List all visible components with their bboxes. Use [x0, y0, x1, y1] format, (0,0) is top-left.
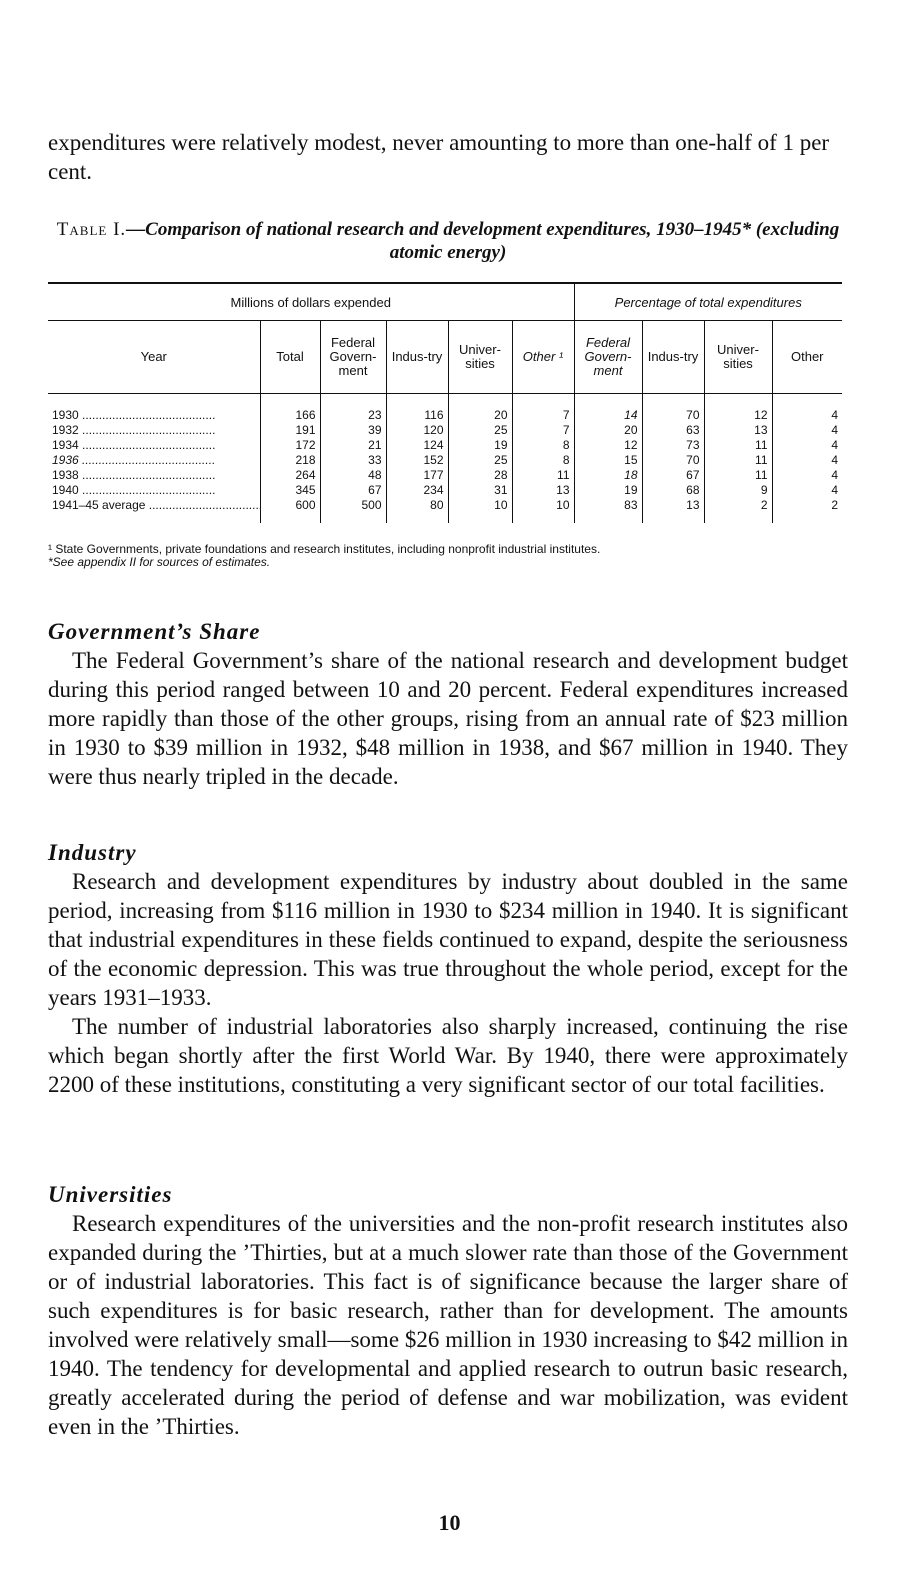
column-header: Other [772, 321, 842, 394]
table-cell: 500 [320, 498, 386, 523]
table-cell: 11 [512, 468, 574, 483]
table-row [48, 483, 842, 498]
section-heading: Industry [48, 840, 137, 865]
table-cell: 124 [386, 438, 448, 453]
table-cell: 20 [448, 394, 512, 424]
table-row [48, 423, 842, 438]
table-cell: 15 [574, 453, 642, 468]
table-cell: 8 [512, 438, 574, 453]
table-row [48, 394, 842, 424]
intro-paragraph: expenditures were relatively modest, never amounting to more than one-half of 1 per cent. [48, 130, 830, 184]
table-cell: 13 [704, 423, 772, 438]
table-cell: 14 [574, 394, 642, 424]
table-cell: 48 [320, 468, 386, 483]
table-cell-year: 1941–45 average ..... [48, 498, 260, 523]
table-cell: 70 [642, 453, 704, 468]
table-cell: 4 [772, 394, 842, 424]
table-cell: 63 [642, 423, 704, 438]
table-cell: 20 [574, 423, 642, 438]
paragraph: The Federal Government’s share of the national research and development budget during this period ranged between 10 and 20 percent. Federal expenditures increased more rapidly than those of the other groups, rising from an annual rate of $23 million in 1930 to $39 million in 1932, $48 million in 1938, and $67 million in 1940. They were thus nearly tripled in the decade. [48, 648, 848, 789]
expenditures-table [48, 282, 842, 523]
table-cell: 4 [772, 453, 842, 468]
table-cell: 152 [386, 453, 448, 468]
table-cell: 39 [320, 423, 386, 438]
table-cell: 166 [260, 394, 320, 424]
table-cell: 234 [386, 483, 448, 498]
section-universities [48, 1180, 848, 1441]
paragraph: Research expenditures of the universities and the non-profit research institutes also expanded during the ’Thirties, but at a much slower rate than those of the Government or of industrial laboratories. This fact is of significance because the larger share of such expenditures is for basic research, rather than for development. The amounts involved were relatively small—some $26 million in 1930 increasing to $42 million in 1940. The tendency for developmental and applied research to outrun basic research, greatly accelerated during the period of defense and war mobilization, was evident even in the ’Thirties. [48, 1211, 848, 1439]
table-cell: 19 [574, 483, 642, 498]
table-cell: 2 [704, 498, 772, 523]
table-row [48, 468, 842, 483]
table-cell: 25 [448, 453, 512, 468]
table-cell: 9 [704, 483, 772, 498]
table-cell: 19 [448, 438, 512, 453]
table-footnotes [48, 543, 848, 569]
table-cell: 8 [512, 453, 574, 468]
column-header: Federal Govern-ment [320, 321, 386, 394]
table-cell: 70 [642, 394, 704, 424]
column-header: Univer-sities [448, 321, 512, 394]
group-header-percentage: Percentage of total expenditures [574, 283, 842, 321]
table-cell: 31 [448, 483, 512, 498]
table-cell: 18 [574, 468, 642, 483]
table-caption-title: —Comparison of national research and development expenditures, 1930–1945* (excluding atomic energy) [126, 219, 840, 263]
table-cell-year: 1932 ..... [48, 423, 260, 438]
table-cell: 177 [386, 468, 448, 483]
table-cell: 172 [260, 438, 320, 453]
table-cell: 2 [772, 498, 842, 523]
table-cell: 67 [642, 468, 704, 483]
section-heading: Government’s Share [48, 619, 261, 644]
table-cell: 12 [574, 438, 642, 453]
table-cell: 67 [320, 483, 386, 498]
table-cell: 11 [704, 438, 772, 453]
table-cell: 73 [642, 438, 704, 453]
table-cell: 10 [448, 498, 512, 523]
intro-text [48, 128, 848, 186]
table-caption-lead: Table I. [56, 219, 127, 240]
table-cell: 7 [512, 423, 574, 438]
table-row [48, 498, 842, 523]
section-heading: Universities [48, 1182, 173, 1207]
table-cell: 28 [448, 468, 512, 483]
table-cell: 116 [386, 394, 448, 424]
column-header: Other ¹ [512, 321, 574, 394]
table-cell: 345 [260, 483, 320, 498]
table-cell: 120 [386, 423, 448, 438]
table-caption [48, 218, 848, 264]
table-cell: 33 [320, 453, 386, 468]
table-cell: 13 [642, 498, 704, 523]
column-header: Indus-try [386, 321, 448, 394]
table-cell: 264 [260, 468, 320, 483]
footnote-2: *See appendix II for sources of estimates. [48, 555, 271, 569]
table-cell: 600 [260, 498, 320, 523]
column-header: Total [260, 321, 320, 394]
column-header: Federal Govern-ment [574, 321, 642, 394]
table-row [48, 438, 842, 453]
table-cell-year: 1936 ..... [48, 453, 260, 468]
table-cell: 13 [512, 483, 574, 498]
column-header: Year [48, 321, 260, 394]
table-cell: 191 [260, 423, 320, 438]
table-cell: 80 [386, 498, 448, 523]
table-cell: 23 [320, 394, 386, 424]
paragraph: Research and development expenditures by industry about doubled in the same period, increasing from $116 million in 1930 to $234 million in 1940. It is significant that industrial expenditures in these fields continued to expand, despite the seriousness of the economic depression. This was true throughout the whole period, except for the years 1931–1933. [48, 869, 848, 1010]
table-cell-year: 1940 ..... [48, 483, 260, 498]
paragraph: The number of industrial laboratories also sharply increased, continuing the rise which began shortly after the first World War. By 1940, there were approximately 2200 of these institutions, constituting a very significant sector of our total facilities. [48, 1014, 848, 1097]
table-cell: 11 [704, 468, 772, 483]
table-cell-year: 1930 ..... [48, 394, 260, 424]
footnote-1: ¹ State Governments, private foundations and research institutes, including nonprofit industrial institutes. [48, 542, 601, 556]
table-cell-year: 1938 ..... [48, 468, 260, 483]
section-industry [48, 838, 848, 1099]
section-government-share [48, 617, 848, 791]
table-cell: 21 [320, 438, 386, 453]
table-cell: 7 [512, 394, 574, 424]
table-cell: 4 [772, 483, 842, 498]
table-cell: 25 [448, 423, 512, 438]
table-cell: 11 [704, 453, 772, 468]
group-header-millions: Millions of dollars expended [48, 283, 574, 321]
table-cell: 4 [772, 438, 842, 453]
table-cell: 4 [772, 423, 842, 438]
table-cell-year: 1934 ..... [48, 438, 260, 453]
table-cell: 68 [642, 483, 704, 498]
column-header: Indus-try [642, 321, 704, 394]
table-cell: 83 [574, 498, 642, 523]
table-cell: 10 [512, 498, 574, 523]
table-cell: 218 [260, 453, 320, 468]
table-column-header [48, 321, 842, 394]
table-cell: 4 [772, 468, 842, 483]
column-header: Univer-sities [704, 321, 772, 394]
table-cell: 12 [704, 394, 772, 424]
table-group-header [48, 283, 842, 321]
table-row [48, 453, 842, 468]
page-number: 10 [438, 1510, 461, 1535]
